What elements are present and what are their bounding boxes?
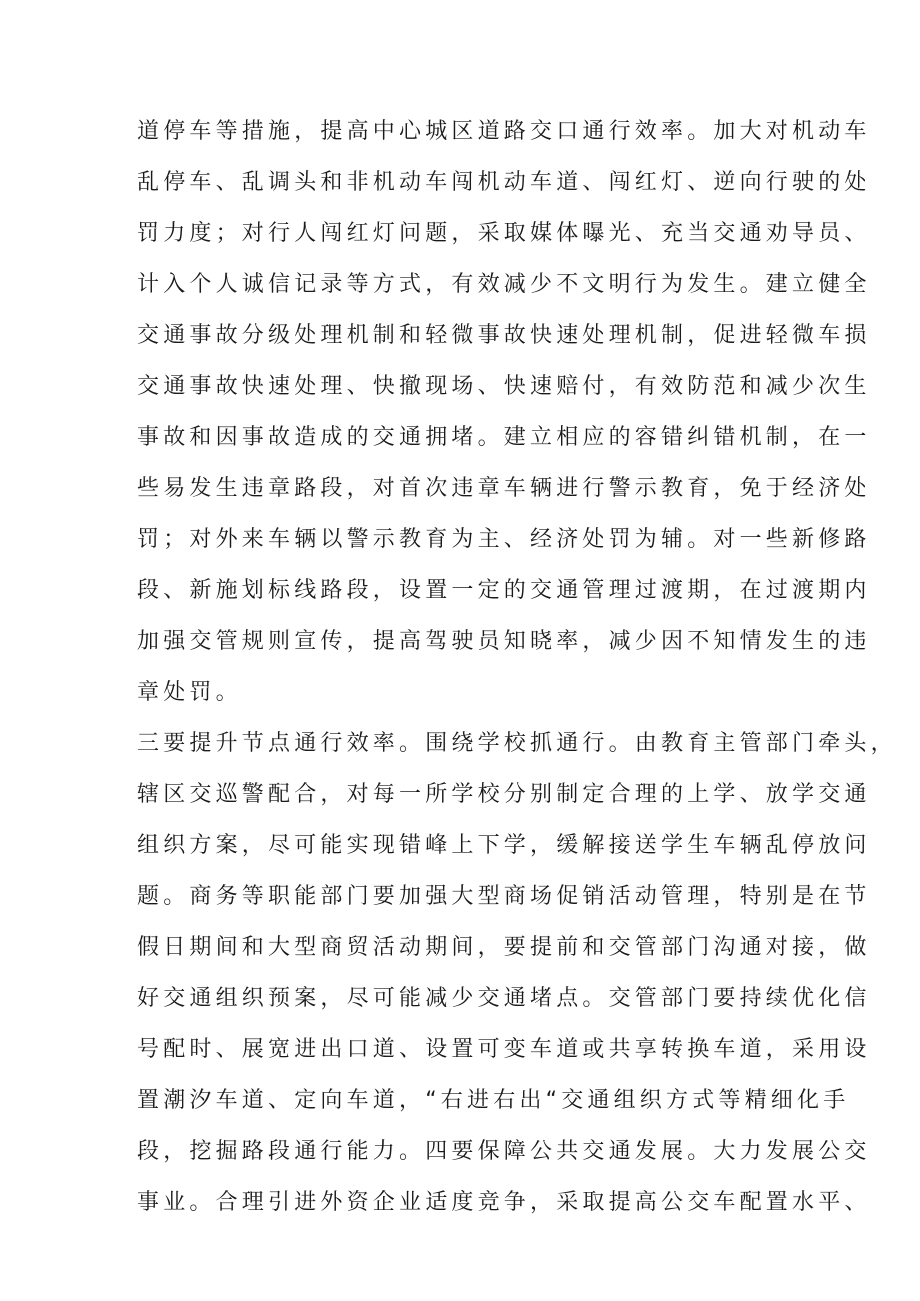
text-line: 事业。合理引进外资企业适度竞争，采取提高公交车配置水平、 (137, 1190, 871, 1215)
text-line: 加强交管规则宣传，提高驾驶员知晓率，减少因不知情发生的违 (137, 629, 871, 654)
text-line: 段、新施划标线路段，设置一定的交通管理过渡期，在过渡期内 (137, 578, 871, 603)
paragraph-1 (137, 106, 871, 718)
text-line: 题。商务等职能部门要加强大型商场促销活动管理，特别是在节 (137, 884, 871, 909)
paragraph-2 (137, 718, 897, 1228)
text-line: 段，挖掘路段通行能力。四要保障公共交通发展。大力发展公交 (137, 1139, 871, 1164)
text-line: 交通事故快速处理、快撤现场、快速赔付，有效防范和减少次生 (137, 374, 871, 399)
text-line: 置潮汐车道、定向车道，“右进右出“交通组织方式等精细化手 (137, 1088, 850, 1113)
text-line: 罚；对外来车辆以警示教育为主、经济处罚为辅。对一些新修路 (137, 527, 871, 552)
text-line: 辖区交巡警配合，对每一所学校分别制定合理的上学、放学交通 (137, 782, 871, 807)
text-line: 组织方案，尽可能实现错峰上下学，缓解接送学生车辆乱停放问 (137, 833, 871, 858)
text-line: 事故和因事故造成的交通拥堵。建立相应的容错纠错机制，在一 (137, 425, 871, 450)
text-line: 计入个人诚信记录等方式，有效减少不文明行为发生。建立健全 (137, 272, 871, 297)
text-line: 交通事故分级处理机制和轻微事故快速处理机制，促进轻微车损 (137, 323, 871, 348)
text-line: 乱停车、乱调头和非机动车闯机动车道、闯红灯、逆向行驶的处 (137, 170, 871, 195)
text-line: 些易发生违章路段，对首次违章车辆进行警示教育，免于经济处 (137, 476, 871, 501)
text-line: 罚力度；对行人闯红灯问题，采取媒体曝光、充当交通劝导员、 (137, 221, 871, 246)
text-line: 好交通组织预案，尽可能减少交通堵点。交管部门要持续优化信 (137, 986, 871, 1011)
text-line: 三要提升节点通行效率。围绕学校抓通行。由教育主管部门牵头， (137, 731, 897, 756)
text-line: 假日期间和大型商贸活动期间，要提前和交管部门沟通对接，做 (137, 935, 871, 960)
text-line: 号配时、展宽进出口道、设置可变车道或共享转换车道，采用设 (137, 1037, 871, 1062)
text-line: 道停车等措施，提高中心城区道路交口通行效率。加大对机动车 (137, 119, 871, 144)
text-line: 章处罚。 (137, 680, 242, 705)
body-text (137, 106, 897, 1228)
